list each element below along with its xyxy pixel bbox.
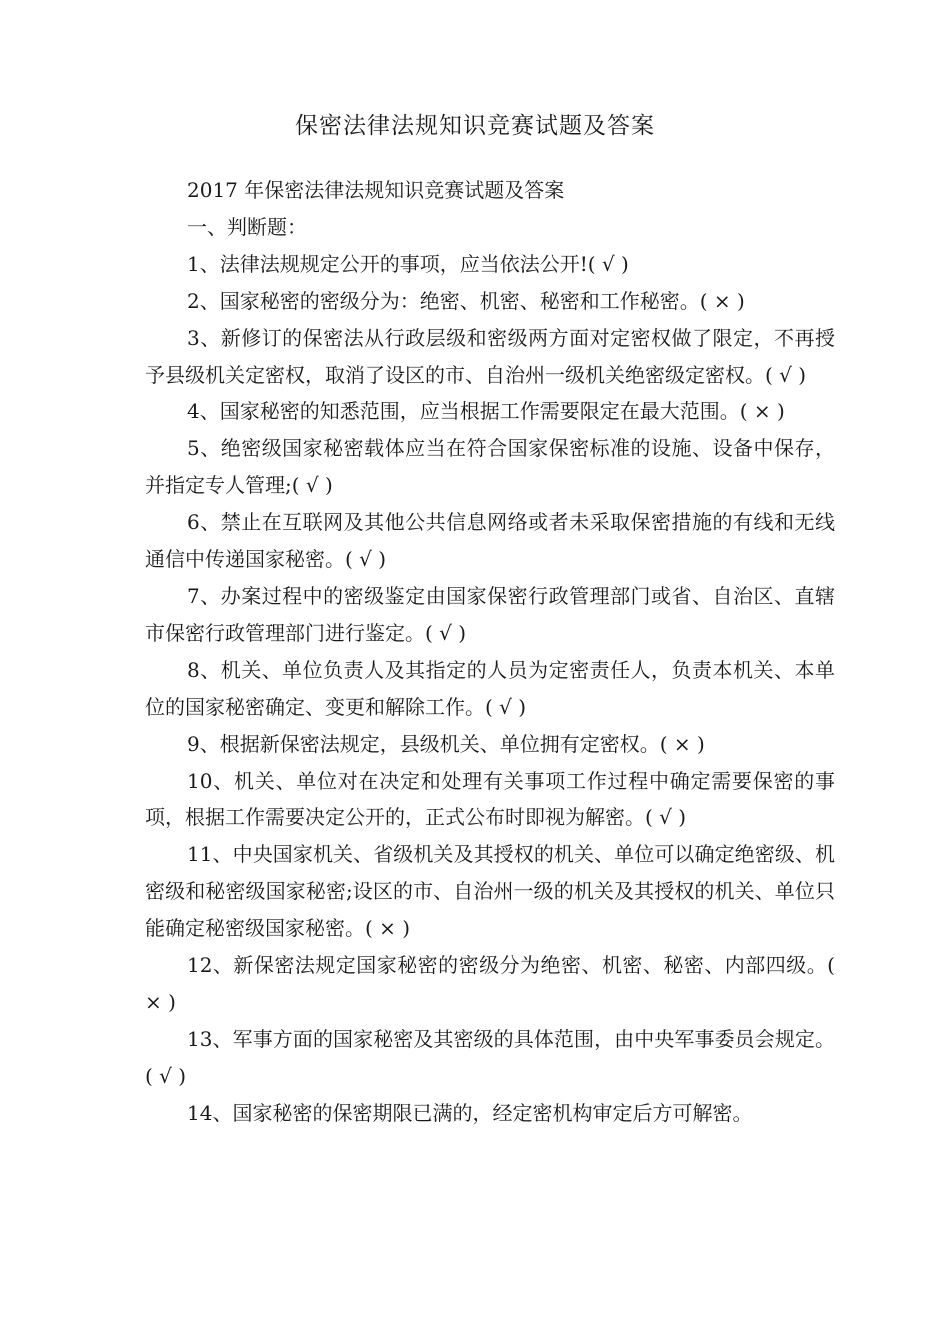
paragraph: 一、判断题：: [187, 214, 307, 239]
paragraph: 7、办案过程中的密级鉴定由国家保密行政管理部门或省、自治区、直辖市保密行政管理部门进行鉴定。( √ ): [145, 583, 835, 645]
paragraph: 2、国家秘密的密级分为：绝密、机密、秘密和工作秘密。( × ): [187, 288, 745, 313]
document-title: 保密法律法规知识竞赛试题及答案: [295, 113, 655, 139]
paragraph: 1、法律法规规定公开的事项，应当依法公开!( √ ): [187, 251, 629, 276]
document-body: [145, 172, 835, 1132]
paragraph: 11、中央国家机关、省级机关及其授权的机关、单位可以确定绝密级、机密级和秘密级国家秘密;设区的市、自治州一级的机关及其授权的机关、单位只能确定秘密级国家秘密。( × ): [145, 842, 835, 941]
paragraph: 14、国家秘密的保密期限已满的，经定密机构审定后方可解密。: [187, 1100, 753, 1125]
paragraph: 12、新保密法规定国家秘密的密级分为绝密、机密、秘密、内部四级。( × ): [145, 953, 835, 1014]
paragraph: 13、军事方面的国家秘密及其密级的具体范围，由中央军事委员会规定。( √ ): [145, 1026, 835, 1088]
paragraph: 2017 年保密法律法规知识竞赛试题及答案: [187, 178, 565, 202]
paragraph: 9、根据新保密法规定，县级机关、单位拥有定密权。( × ): [187, 731, 705, 756]
paragraph: 5、绝密级国家秘密载体应当在符合国家保密标准的设施、设备中保存，并指定专人管理;( √ ): [145, 436, 835, 498]
paragraph: 6、禁止在互联网及其他公共信息网络或者未采取保密措施的有线和无线通信中传递国家秘密。( √ ): [145, 510, 835, 572]
paragraph: 3、新修订的保密法从行政层级和密级两方面对定密权做了限定，不再授予县级机关定密权，取消了设区的市、自治州一级机关绝密级定密权。( √ ): [145, 325, 835, 387]
paragraph: 8、机关、单位负责人及其指定的人员为定密责任人，负责本机关、本单位的国家秘密确定、变更和解除工作。( √ ): [145, 657, 835, 719]
paragraph: 4、国家秘密的知悉范围，应当根据工作需要限定在最大范围。( × ): [187, 399, 785, 424]
paragraph: 10、机关、单位对在决定和处理有关事项工作过程中确定需要保密的事项，根据工作需要决定公开的，正式公布时即视为解密。( √ ): [145, 768, 835, 830]
